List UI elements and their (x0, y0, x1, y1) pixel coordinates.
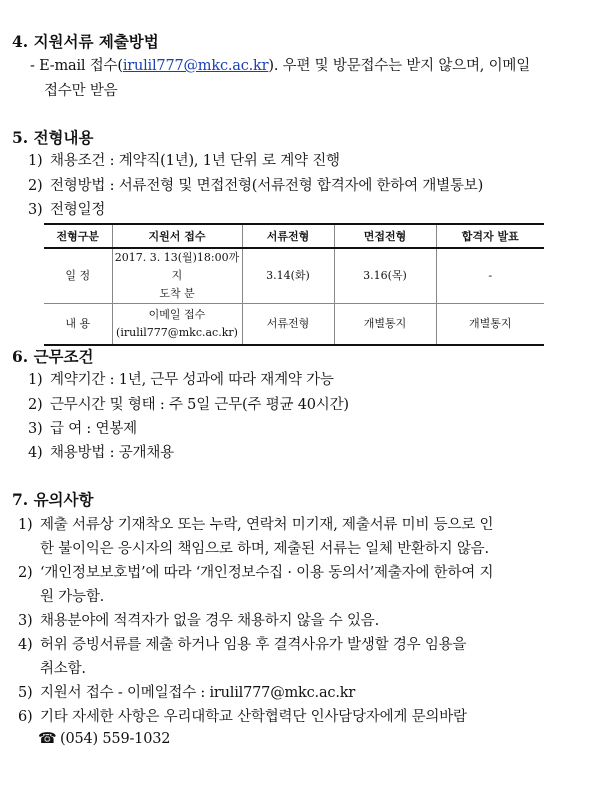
section-4-line-2: 접수만 받음 (44, 83, 118, 99)
table-row (44, 304, 544, 346)
table-cell: - (436, 248, 544, 304)
section-7-item-2-cont: 원 가능함. (40, 589, 105, 605)
item-text: 채용분야에 적격자가 없을 경우 채용하지 않을 수 있음. (40, 613, 380, 629)
section-6-item-1 (28, 368, 334, 389)
section-7-item-1 (18, 513, 493, 534)
table-cell: 서류전형 (242, 304, 334, 346)
item-number: 1) (28, 372, 43, 388)
item-text: 채용조건 : 계약직(1년), 1년 단위 로 계약 진행 (50, 153, 340, 169)
item-text: 채용방법 : 공개채용 (50, 445, 174, 461)
section-5-item-3 (28, 198, 105, 219)
section-7-item-3 (18, 609, 379, 630)
section-7-item-2 (18, 561, 493, 582)
item-number: 2) (28, 397, 43, 413)
item-text: 제출 서류상 기재착오 또는 누락, 연락처 미기재, 제출서류 미비 등으로 인 (40, 517, 494, 533)
table-cell (112, 304, 242, 346)
table-cell (112, 248, 242, 304)
email-prefix: - E-mail 접수( (30, 58, 123, 74)
table-cell: 개별통지 (334, 304, 436, 346)
cell-line: (irulil777@mkc.ac.kr) (116, 326, 238, 339)
telephone-icon: ☎ (38, 729, 57, 747)
item-text: 근무시간 및 형태 : 주 5일 근무(주 평균 40시간) (50, 397, 349, 413)
phone-number: (054) 559-1032 (60, 731, 171, 747)
item-number: 1) (18, 517, 33, 533)
item-number: 3) (28, 421, 43, 437)
table-cell: 3.16(목) (334, 248, 436, 304)
section-7-item-4-cont: 취소함. (40, 661, 86, 677)
table-row (44, 248, 544, 304)
section-6-item-3 (28, 417, 137, 438)
table-header: 전형구분 (44, 224, 112, 248)
cell-line: 이메일 접수 (148, 308, 206, 321)
section-5-item-2 (28, 174, 483, 195)
item-number: 4) (18, 637, 33, 653)
contact-phone (38, 729, 170, 747)
section-6-item-2 (28, 393, 349, 414)
email-suffix: ). 우편 및 방문접수는 받지 않으며, 이메일 (268, 58, 531, 74)
item-number: 3) (28, 202, 43, 218)
section-4-title: 4. 지원서류 제출방법 (12, 32, 159, 51)
item-text: 기타 자세한 사항은 우리대학교 산학협력단 인사담당자에게 문의바람 (40, 709, 467, 725)
item-number: 1) (28, 153, 43, 169)
section-7-item-4 (18, 633, 466, 654)
table-cell: 3.14(화) (242, 248, 334, 304)
item-text: 전형방법 : 서류전형 및 면접전형(서류전형 합격자에 한하여 개별통보) (50, 178, 484, 194)
schedule-table (44, 223, 544, 346)
section-4-line-1 (30, 54, 530, 75)
section-7-item-6 (18, 705, 467, 726)
table-header: 지원서 접수 (112, 224, 242, 248)
table-cell: 내 용 (44, 304, 112, 346)
table-header-row (44, 224, 544, 248)
table-cell: 개별통지 (436, 304, 544, 346)
cell-line: 도착 분 (159, 287, 195, 300)
cell-line: 2017. 3. 13(월)18:00까지 (114, 251, 240, 282)
email-link[interactable]: irulil777@mkc.ac.kr (122, 58, 269, 74)
section-7-item-5 (18, 681, 355, 702)
item-number: 3) (18, 613, 33, 629)
item-text: ‘개인정보보호법’에 따라 ‘개인정보수집 · 이용 동의서’제출자에 한하여 지 (40, 565, 494, 581)
item-text: 허위 증빙서류를 제출 하거나 임용 후 결격사유가 발생할 경우 임용을 (40, 637, 467, 653)
section-7-title: 7. 유의사항 (12, 490, 94, 509)
item-number: 4) (28, 445, 43, 461)
section-5-title: 5. 전형내용 (12, 128, 94, 147)
item-text: 계약기간 : 1년, 근무 성과에 따라 재계약 가능 (50, 372, 334, 388)
item-text: 지원서 접수 - 이메일접수 : irulil777@mkc.ac.kr (40, 685, 356, 701)
item-number: 2) (28, 178, 43, 194)
section-6-title: 6. 근무조건 (12, 347, 94, 366)
section-5-item-1 (28, 149, 340, 170)
item-text: 전형일정 (50, 202, 106, 218)
item-number: 6) (18, 709, 33, 725)
section-6-item-4 (28, 441, 174, 462)
item-number: 2) (18, 565, 33, 581)
item-number: 5) (18, 685, 33, 701)
item-text: 급 여 : 연봉제 (50, 421, 137, 437)
section-7-item-1-cont: 한 불이익은 응시자의 책임으로 하며, 제출된 서류는 일체 반환하지 않음. (40, 541, 489, 557)
table-header: 합격자 발표 (436, 224, 544, 248)
table-header: 면접전형 (334, 224, 436, 248)
table-cell: 일 정 (44, 248, 112, 304)
table-header: 서류전형 (242, 224, 334, 248)
